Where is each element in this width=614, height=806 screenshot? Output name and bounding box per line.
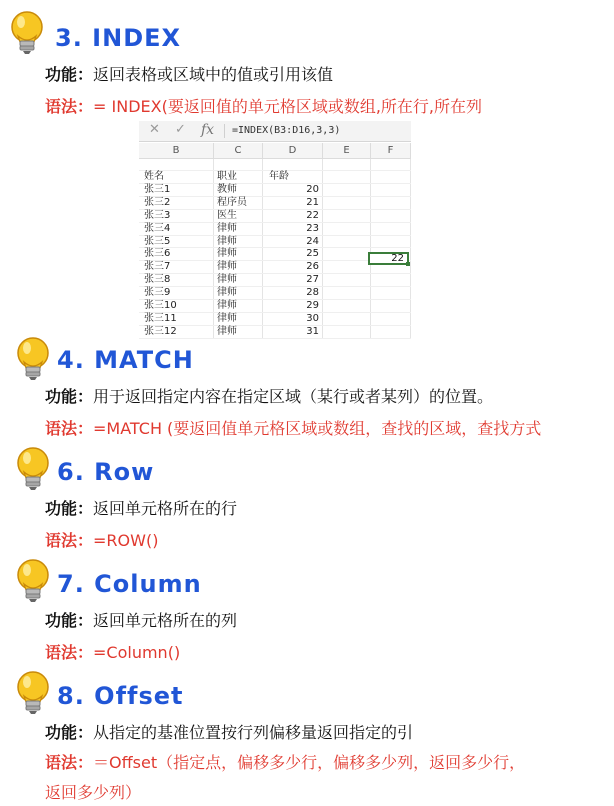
function-description: 功能：返回表格或区域中的值或引用该值	[45, 65, 334, 84]
sheet-cell: 张三5	[144, 235, 171, 247]
syntax-description: 语法：=ROW()	[45, 531, 159, 550]
sheet-cell: 21	[306, 196, 319, 208]
sheet-cell: 31	[306, 325, 319, 337]
sheet-cell: 律师	[217, 287, 237, 299]
sheet-cell: 年龄	[269, 171, 289, 182]
sheet-cell: 程序员	[217, 196, 247, 208]
sheet-cell: 律师	[217, 274, 237, 286]
sheet-cell: 29	[306, 300, 319, 311]
sheet-cell: 律师	[217, 325, 237, 337]
sheet-cell: 20	[306, 183, 319, 195]
column-header: C	[214, 143, 263, 159]
check-icon: ✓	[175, 122, 186, 137]
syntax-description: 语法：=MATCH (要返回值单元格区域或数组，查找的区域，查找方式	[45, 419, 542, 438]
sheet-cell: 教师	[217, 183, 237, 195]
sheet-cell: 张三10	[144, 300, 177, 311]
sheet-cell: 张三4	[144, 222, 171, 234]
sheet-cell: 律师	[217, 248, 237, 260]
sheet-cell: 医生	[217, 209, 237, 221]
section-title: 7. Column	[57, 570, 202, 598]
column-header: D	[263, 143, 323, 159]
syntax-description-continued: 返回多少列）	[45, 783, 142, 802]
function-description: 功能：返回单元格所在的行	[45, 499, 238, 518]
sheet-cell: 律师	[217, 312, 237, 324]
syntax-description: 语法：= INDEX(要返回值的单元格区域或数组,所在行,所在列	[45, 97, 483, 116]
sheet-cell: 律师	[217, 222, 237, 234]
sheet-cell: 26	[306, 261, 319, 273]
sheet-cell: 张三12	[144, 325, 177, 337]
fx-icon: fx	[201, 122, 215, 138]
sheet-cell: 30	[306, 312, 319, 324]
syntax-description: 语法：=Column()	[45, 643, 181, 662]
formula-text: =INDEX(B3:D16,3,3)	[232, 125, 341, 136]
syntax-description: 语法：＝Offset（指定点，偏移多少行，偏移多少列，返回多少行，	[45, 753, 526, 772]
sheet-cell: 22	[306, 209, 319, 221]
spreadsheet-example	[139, 121, 411, 339]
section-title: 3. INDEX	[55, 24, 182, 52]
section-title: 4. MATCH	[57, 346, 194, 374]
sheet-cell: 25	[306, 248, 319, 260]
sheet-cell: 张三9	[144, 287, 171, 299]
lightbulb-icon	[14, 670, 54, 716]
section-title: 8. Offset	[57, 682, 184, 710]
sheet-cell: 24	[306, 235, 319, 247]
sheet-cell: 张三3	[144, 209, 171, 221]
sheet-cell: 张三11	[144, 312, 177, 324]
selected-cell[interactable]: 22	[368, 252, 409, 265]
sheet-cell: 张三8	[144, 274, 171, 286]
lightbulb-icon	[8, 10, 48, 56]
lightbulb-icon	[14, 336, 54, 382]
cancel-icon: ✕	[149, 122, 160, 137]
column-header: E	[323, 143, 371, 159]
sheet-cell: 23	[306, 222, 319, 234]
sheet-cell: 律师	[217, 300, 237, 311]
sheet-cell: 律师	[217, 235, 237, 247]
formula-bar	[139, 121, 411, 142]
sheet-cell: 姓名	[144, 171, 164, 182]
sheet-cell: 张三1	[144, 183, 171, 195]
function-description: 功能：返回单元格所在的列	[45, 611, 238, 630]
column-header: F	[371, 143, 411, 159]
column-header: B	[139, 143, 214, 159]
sheet-cell: 27	[306, 274, 319, 286]
function-description: 功能：从指定的基准位置按行列偏移量返回指定的引	[45, 723, 414, 742]
sheet-cell: 张三2	[144, 196, 171, 208]
sheet-cell: 职业	[217, 171, 237, 182]
section-title: 6. Row	[57, 458, 155, 486]
sheet-cell: 28	[306, 287, 319, 299]
sheet-cell: 张三6	[144, 248, 171, 260]
sheet-cell: 律师	[217, 261, 237, 273]
function-description: 功能：用于返回指定内容在指定区域（某行或者某列）的位置。	[45, 387, 494, 406]
sheet-cell: 张三7	[144, 261, 171, 273]
lightbulb-icon	[14, 446, 54, 492]
lightbulb-icon	[14, 558, 54, 604]
